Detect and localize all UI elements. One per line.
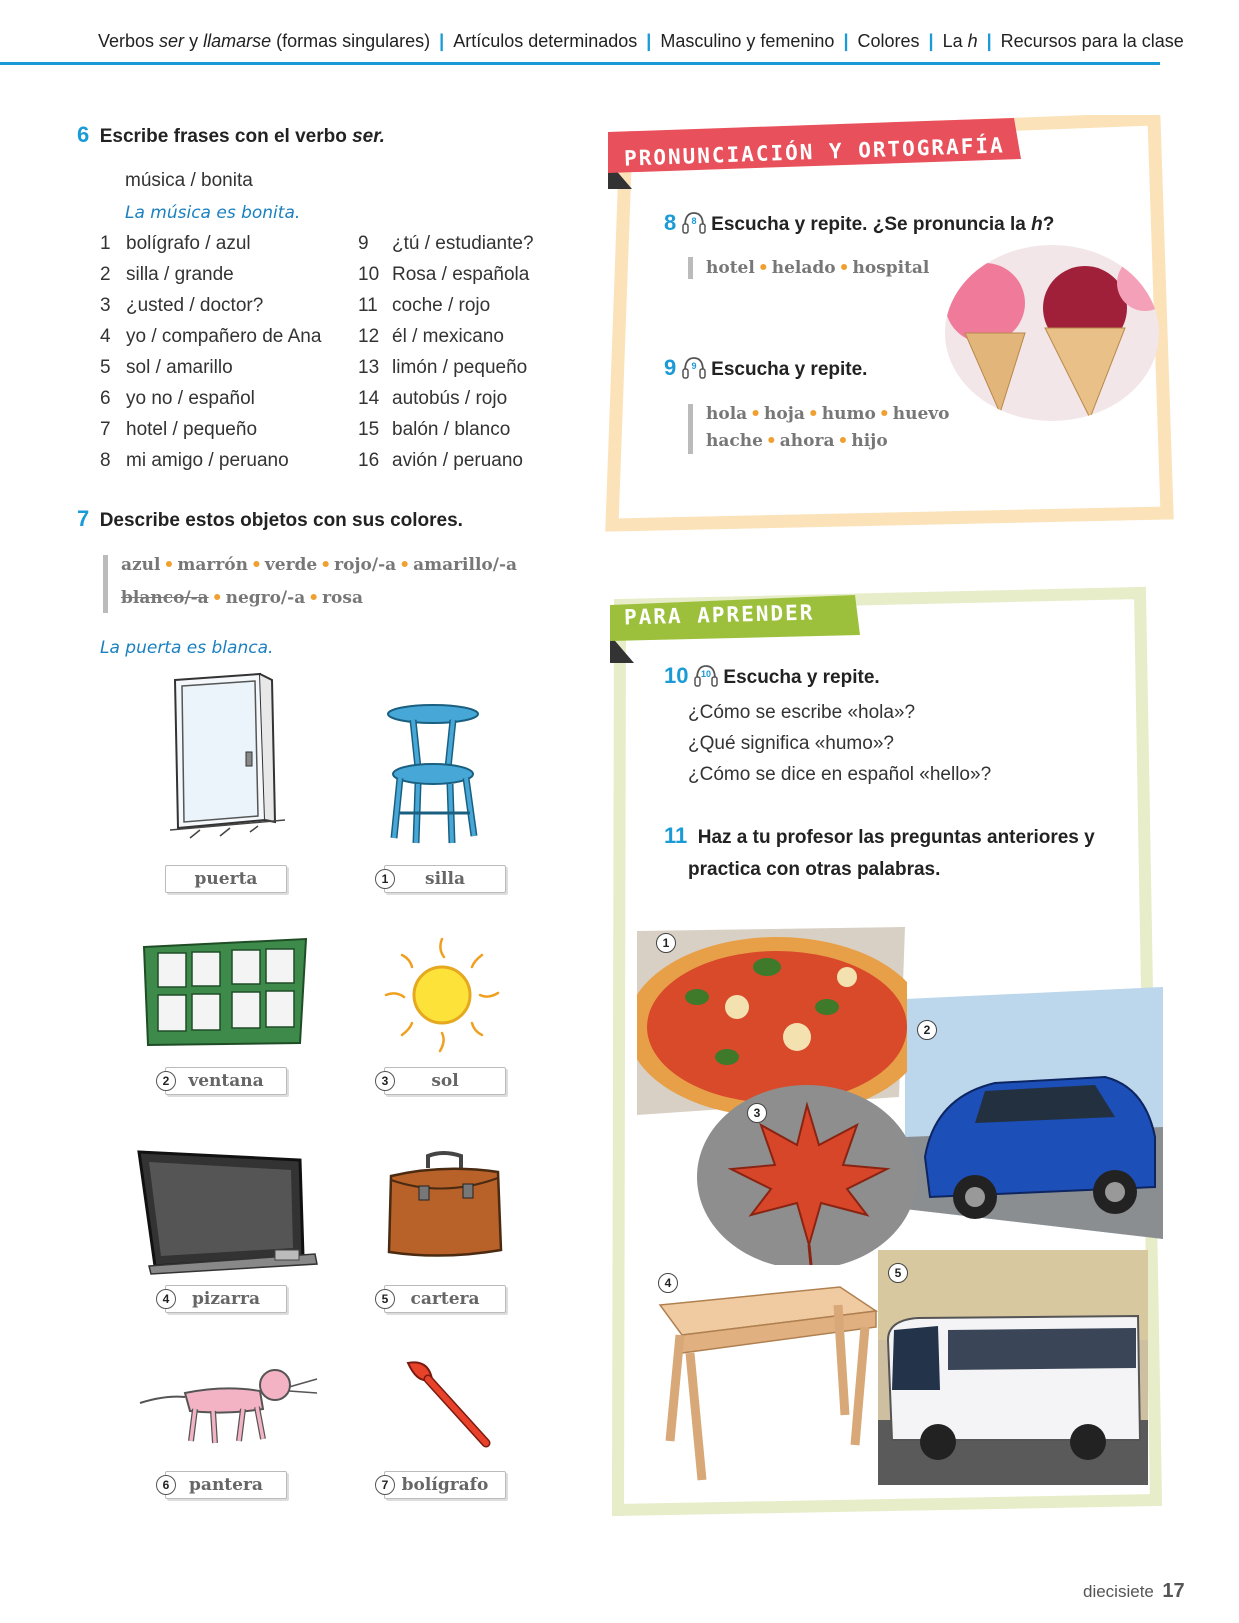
ex6-item	[100, 264, 234, 286]
bullet-dot: •	[807, 404, 819, 424]
bullet-dot: •	[320, 555, 332, 575]
ex6-item	[358, 419, 510, 441]
ex10-question: ¿Qué significa «humo»?	[688, 733, 894, 754]
header-nav	[98, 31, 1184, 52]
headphones-icon[interactable]	[681, 210, 707, 241]
bus-photo	[878, 1250, 1148, 1485]
ex6-item	[100, 233, 251, 255]
ex11-heading	[664, 823, 1095, 849]
header-divider	[0, 62, 1160, 65]
bullet-dot: •	[308, 588, 320, 608]
table-photo	[640, 1265, 880, 1490]
ex9-title: Escucha y repite.	[711, 359, 868, 380]
struck-word: blanco/-a	[121, 588, 209, 608]
object-label-2[interactable]	[381, 865, 506, 893]
ex6-item	[358, 264, 529, 286]
ex6-item	[358, 357, 527, 379]
word: rosa	[322, 588, 363, 608]
item-text: Rosa / española	[392, 264, 530, 285]
window-icon	[140, 935, 310, 1050]
object-label-3[interactable]	[162, 1067, 287, 1095]
item-number: 7	[100, 419, 111, 440]
label-number-badge: 7	[375, 1475, 395, 1495]
ex7-heading	[77, 506, 463, 532]
bullet-dot: •	[251, 555, 262, 575]
chair-icon	[378, 698, 488, 848]
ex10-question: ¿Cómo se escribe «hola»?	[688, 702, 916, 723]
label-number-badge: 3	[375, 1071, 395, 1091]
item-number: 1	[100, 233, 111, 254]
nav-item-la-h[interactable]: La h	[942, 31, 978, 51]
ex6-item	[100, 388, 255, 410]
ex6-title: Escribe frases con el verbo ser.	[99, 126, 385, 147]
label-text: ventana	[188, 1071, 264, 1091]
ex11-line-1: Haz a tu profesor las preguntas anteriores y	[697, 827, 1095, 848]
nav-separator: |	[646, 31, 652, 51]
track-number: 10	[700, 669, 711, 680]
item-text: coche / rojo	[392, 295, 491, 316]
nav-separator: |	[928, 31, 934, 51]
item-number: 4	[100, 326, 111, 347]
word: hijo	[851, 431, 888, 451]
ex7-title: Describe estos objetos con sus colores.	[99, 510, 463, 531]
word: verde	[264, 555, 318, 575]
word: huevo	[892, 404, 950, 424]
object-label-1[interactable]	[165, 865, 287, 893]
aprender-title: PARA APRENDER	[623, 600, 815, 630]
item-number: 16	[358, 450, 380, 471]
bullet-dot: •	[765, 431, 777, 451]
photo-number-1: 1	[656, 933, 676, 953]
item-text: ¿usted / doctor?	[126, 295, 264, 316]
nav-separator: |	[986, 31, 992, 51]
item-number: 15	[358, 419, 380, 440]
label-text: puerta	[194, 869, 258, 889]
bullet-dot: •	[750, 404, 762, 424]
item-text: hotel / pequeño	[126, 419, 258, 440]
panther-icon	[135, 1365, 320, 1450]
ex9-word-line-1	[706, 404, 949, 424]
bullet-dot: •	[838, 258, 850, 278]
ex11-line-2: practica con otras palabras.	[688, 859, 941, 880]
item-number: 12	[358, 326, 380, 347]
photo-number-4: 4	[658, 1273, 678, 1293]
leaf-photo	[697, 1085, 917, 1270]
item-number: 5	[100, 357, 111, 378]
label-number-badge: 4	[156, 1289, 176, 1309]
word: azul	[121, 555, 161, 575]
ex10-heading	[664, 663, 880, 694]
ex8-title: Escucha y repite. ¿Se pronuncia la h?	[711, 214, 1055, 235]
word-box-bar	[688, 404, 693, 454]
bullet-dot: •	[837, 431, 849, 451]
ex6-item	[100, 357, 233, 379]
bullet-dot: •	[399, 555, 411, 575]
nav-item-recursos[interactable]: Recursos para la clase	[1000, 31, 1184, 51]
item-text: mi amigo / peruano	[126, 450, 289, 471]
nav-item-articulos[interactable]: Artículos determinados	[453, 31, 638, 51]
ex9-word-line-2	[706, 431, 888, 451]
ex6-heading	[77, 122, 385, 148]
word: ahora	[779, 431, 835, 451]
item-number: 10	[358, 264, 380, 285]
pronunciation-title: PRONUNCIACIÓN Y ORTOGRAFÍA	[623, 133, 1006, 171]
ex6-item	[358, 388, 507, 410]
ex9-heading	[664, 355, 867, 386]
label-text: silla	[425, 869, 465, 889]
word: marrón	[177, 555, 248, 575]
car-photo	[905, 987, 1165, 1242]
headphones-icon[interactable]	[693, 663, 719, 694]
track-number: 9	[691, 361, 697, 372]
photo-number-5: 5	[888, 1263, 908, 1283]
ex6-item	[100, 295, 263, 317]
headphones-icon[interactable]	[681, 355, 707, 386]
label-text: cartera	[410, 1289, 480, 1309]
word: hache	[706, 431, 763, 451]
ex6-model-prompt: música / bonita	[125, 170, 253, 191]
item-text: balón / blanco	[392, 419, 511, 440]
page-word: diecisiete	[1083, 1582, 1154, 1601]
nav-item-masculino[interactable]: Masculino y femenino	[660, 31, 835, 51]
bullet-dot: •	[757, 258, 769, 278]
ex11-number: 11	[664, 823, 688, 848]
nav-item-ser-llamarse[interactable]: Verbos ser y llamarse (formas singulares)	[98, 31, 431, 51]
item-number: 8	[100, 450, 111, 471]
ex7-example: La puerta es blanca.	[100, 638, 274, 658]
label-number-badge: 5	[375, 1289, 395, 1309]
label-number-badge: 2	[156, 1071, 176, 1091]
word: hola	[706, 404, 748, 424]
label-text: sol	[431, 1071, 459, 1091]
word: hospital	[852, 258, 930, 278]
word-box-bar	[688, 257, 693, 279]
word: negro/-a	[225, 588, 306, 608]
item-text: limón / pequeño	[392, 357, 528, 378]
ex6-item	[358, 233, 534, 255]
page-number: 17	[1162, 1580, 1185, 1602]
label-number-badge: 1	[375, 869, 395, 889]
ex6-model-answer: La música es bonita.	[125, 203, 301, 223]
object-label-5[interactable]	[162, 1285, 287, 1313]
item-text: él / mexicano	[392, 326, 504, 347]
briefcase-icon	[383, 1150, 508, 1265]
photo-number-2: 2	[917, 1020, 937, 1040]
ex6-item	[358, 326, 504, 348]
nav-separator: |	[439, 31, 445, 51]
word: rojo/-a	[334, 555, 397, 575]
item-text: yo / compañero de Ana	[126, 326, 322, 347]
label-text: bolígrafo	[401, 1475, 489, 1495]
ex10-question: ¿Cómo se dice en español «hello»?	[688, 764, 992, 785]
ex10-title: Escucha y repite.	[723, 667, 880, 688]
ex7-number: 7	[77, 506, 90, 531]
bullet-dot: •	[211, 588, 223, 608]
item-number: 14	[358, 388, 380, 409]
ex9-number: 9	[664, 355, 677, 380]
ex6-item	[358, 450, 523, 472]
label-number-badge: 6	[156, 1475, 176, 1495]
item-text: silla / grande	[126, 264, 234, 285]
track-number: 8	[691, 216, 697, 227]
ice-cream-photo	[945, 243, 1160, 423]
object-label-7[interactable]	[162, 1471, 287, 1499]
ex6-item	[358, 295, 490, 317]
item-number: 2	[100, 264, 111, 285]
page-footer	[1083, 1580, 1185, 1603]
item-text: yo no / español	[126, 388, 255, 409]
color-word-line-2	[121, 588, 363, 608]
word-box-bar	[103, 555, 108, 613]
item-text: autobús / rojo	[392, 388, 508, 409]
ex6-item	[100, 326, 321, 348]
door-icon	[160, 670, 290, 850]
item-text: ¿tú / estudiante?	[392, 233, 534, 254]
blackboard-icon	[135, 1148, 320, 1278]
word: hotel	[706, 258, 755, 278]
ex8-word-list	[706, 258, 929, 278]
ex6-item	[100, 450, 289, 472]
item-number: 9	[358, 233, 369, 254]
bullet-dot: •	[878, 404, 890, 424]
word: amarillo/-a	[413, 555, 518, 575]
word: humo	[821, 404, 876, 424]
ex10-number: 10	[664, 663, 689, 688]
item-number: 11	[358, 295, 378, 316]
color-word-line-1	[121, 555, 517, 575]
object-label-8[interactable]	[381, 1471, 506, 1499]
ex8-heading	[664, 210, 1054, 241]
label-text: pizarra	[192, 1289, 260, 1309]
nav-item-colores[interactable]: Colores	[857, 31, 920, 51]
ex6-item	[100, 419, 257, 441]
word: helado	[771, 258, 836, 278]
ex8-number: 8	[664, 210, 677, 235]
photo-number-3: 3	[747, 1103, 767, 1123]
item-text: avión / peruano	[392, 450, 523, 471]
item-number: 13	[358, 357, 380, 378]
word: hoja	[764, 404, 805, 424]
object-label-4[interactable]	[381, 1067, 506, 1095]
label-text: pantera	[189, 1475, 263, 1495]
ex6-number: 6	[77, 122, 90, 147]
pen-icon	[398, 1355, 493, 1450]
sun-icon	[382, 935, 502, 1055]
item-text: sol / amarillo	[126, 357, 233, 378]
object-label-6[interactable]	[381, 1285, 506, 1313]
nav-separator: |	[843, 31, 849, 51]
item-text: bolígrafo / azul	[126, 233, 251, 254]
bullet-dot: •	[163, 555, 175, 575]
item-number: 3	[100, 295, 111, 316]
item-number: 6	[100, 388, 111, 409]
